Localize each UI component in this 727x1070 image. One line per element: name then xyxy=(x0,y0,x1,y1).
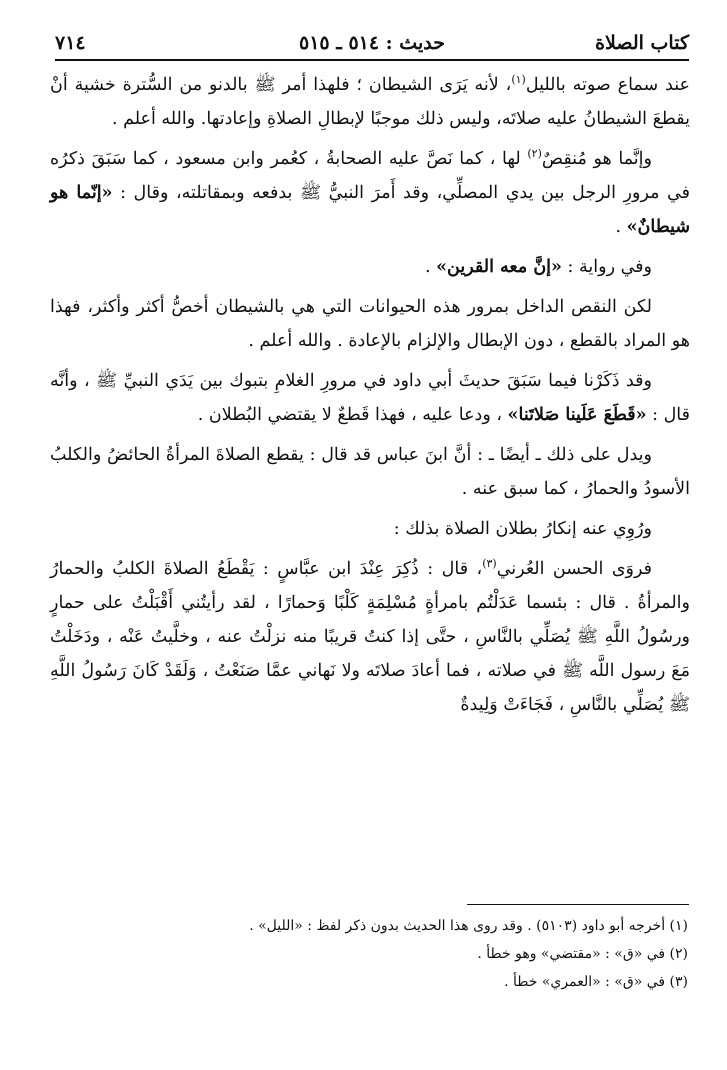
page-header xyxy=(55,30,689,56)
page-number: ٧١٤ xyxy=(55,32,86,54)
text-run: لكن النقص الداخل بمرور هذه الحيوانات التي هي بالشيطان أخصُّ أكثر وأكثر، فهذا هو المراد بالقطع ، دون الإبطال والإلزام بالإعادة . والله أعلم . xyxy=(50,297,690,351)
body-text xyxy=(50,68,690,728)
text-run: ويدل على ذلك ـ أيضًا ـ : أنَّ ابنَ عباس قد قال : يقطع الصلاةَ المرأةُ الحائضُ والكلبُ الأسودُ والحمارُ ، كما سبق عنه . xyxy=(50,445,690,499)
footnote: (١) أخرجه أبو داود (٥١٠٣) . وقد روى هذا الحديث بدون ذكر لفظ : «الليل» . xyxy=(249,918,688,934)
footnote: (٢) في «ق» : «مقتضي» وهو خطأ . xyxy=(477,946,688,962)
footnotes xyxy=(50,912,688,996)
text-run: ، لأنه يَرَى الشيطان ؛ فلهذا أمر ﷺ بالدنو من السُّترة خشية أنْ يقطعَ الشيطانُ عليه صلاتَه، وليس ذلك موجبًا لإبطالِ الصلاةِ وإعادتها. والله أعلم . xyxy=(50,75,690,129)
footnote-ref: (٢) xyxy=(527,147,542,161)
paragraph xyxy=(50,250,690,284)
text-run: لها ، كما نَصَّ عليه الصحابةُ ، كعُمر وابن مسعود ، كما سَبَقَ ذكرُه في مرورِ الرجل بين يدي المصلِّي، وقد أَمرَ النبيُّ ﷺ بدفعه وبمقاتلته، وقال : xyxy=(50,149,691,203)
paragraph xyxy=(50,438,690,506)
paragraph xyxy=(50,364,690,432)
text-run: عند سماع صوته بالليل xyxy=(525,75,690,95)
text-run: ورُوِي عنه إنكارُ بطلان الصلاة بذلك : xyxy=(393,519,652,539)
hadith-quote: «إنَّ معه القرين» xyxy=(436,257,562,277)
text-run: وإنَّما هو مُنقِصٌ xyxy=(541,149,652,169)
paragraph xyxy=(50,512,690,546)
paragraph xyxy=(50,552,690,722)
footnote-ref: (٣) xyxy=(482,557,497,571)
running-title: حديث : ٥١٤ ـ ٥١٥ xyxy=(299,32,445,54)
footnote: (٣) في «ق» : «العمري» خطأ . xyxy=(504,974,688,990)
footnote-ref: (١) xyxy=(511,73,526,87)
text-run: . xyxy=(615,217,627,237)
paragraph xyxy=(50,290,690,358)
paragraph xyxy=(50,68,690,136)
header-rule xyxy=(55,59,689,61)
footnote-rule xyxy=(467,904,689,905)
hadith-quote: «قَطَعَ عَلَينا صَلاتَنا» xyxy=(507,405,647,425)
text-run: وفي رواية : xyxy=(561,257,652,277)
text-run: . xyxy=(424,257,437,277)
text-run: فروَى الحسن العُرني xyxy=(496,559,652,579)
text-run: وقد ذَكَرْنا فيما سَبَقَ حديثَ أبي داود في مرورِ الغلامِ بتبوك بين يَدَي النبيِّ ﷺ ، وأنَّه قال : xyxy=(50,371,690,425)
text-run: ، قال : ذُكِرَ عِنْدَ ابن عبَّاسٍ : يَقْطَعُ الصلاةَ الكلبُ والحمارُ والمرأةُ . قال : بئسما عَدَلْتُم بامرأةٍ مُسْلِمَةٍ كَلْبًا وَحمارًا ، لقد رأيتُني أَقْبَلْتُ على حمارٍ ورسُولُ اللَّهِ ﷺ يُصَلِّي بالنَّاسِ ، حتَّى إذا كنتُ قريبًا منه نزلْتُ عنه ، وخلَّيتُ عَنْه ، ودَخَلْتُ مَعَ رسول اللَّه ﷺ في صلاته ، فما أعادَ صلاتَه ولا نَهاني عمَّا صَنَعْتُ ، وَلَقَدْ كَانَ رَسُولُ اللَّهِ ﷺ يُصَلِّي بالنَّاسِ ، فَجَاءَتْ وَلِيدةٌ xyxy=(50,559,690,715)
book-title: كتاب الصلاة xyxy=(595,32,689,54)
text-run: ، ودعا عليه ، فهذا قَطعٌ لا يقتضي البُطلان . xyxy=(197,405,508,425)
paragraph xyxy=(50,142,690,244)
hadith-quote: «إنّما هو شيطانٌ» xyxy=(50,183,690,237)
